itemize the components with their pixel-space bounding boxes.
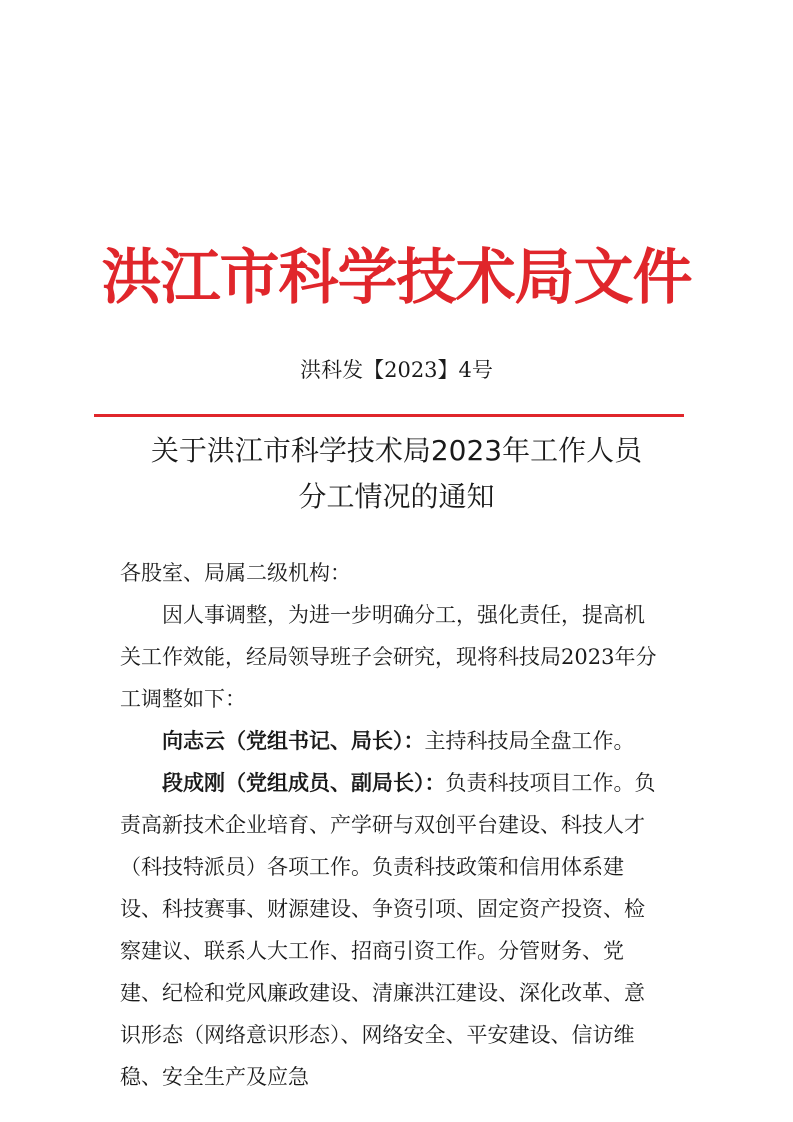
salutation: 各股室、局属二级机构： bbox=[120, 561, 351, 585]
intro-paragraph: 因人事调整，为进一步明确分工，强化责任，提高机关工作效能，经局领导班子会研究，现将科技局2023年分工调整如下： bbox=[120, 603, 657, 711]
document-number: 洪科发【2023】4号 bbox=[300, 358, 493, 382]
notice-body bbox=[120, 552, 660, 1098]
red-divider-rule bbox=[94, 414, 684, 417]
assignment-name-role: 向志云（党组书记、局长）： bbox=[162, 728, 425, 753]
assignment-name-role: 段成刚（党组成员、副局长）： bbox=[162, 770, 446, 795]
notice-title-line-1: 关于洪江市科学技术局2023年工作人员 bbox=[150, 434, 643, 467]
notice-title-line-2: 分工情况的通知 bbox=[298, 480, 495, 513]
assignment-paragraph bbox=[120, 762, 660, 1098]
assignment-duties: 负责科技项目工作。负责高新技术企业培育、产学研与双创平台建设、科技人才（科技特派员）各项工作。负责科技政策和信用体系建设、科技赛事、财源建设、争资引项、固定资产投资、检察建议、联系人大工作、招商引资工作。分管财务、党建、纪检和党风廉政建设、清廉洪江建设、深化改革、意识形态（网络意识形态）、网络安全、平安建设、信访维稳、安全生产及应急 bbox=[120, 771, 656, 1089]
document-header-title: 洪江市科学技术局文件 bbox=[101, 243, 692, 313]
assignment-paragraph bbox=[120, 720, 660, 762]
notice-title bbox=[0, 428, 793, 520]
assignment-duties: 主持科技局全盘工作。 bbox=[424, 729, 635, 753]
